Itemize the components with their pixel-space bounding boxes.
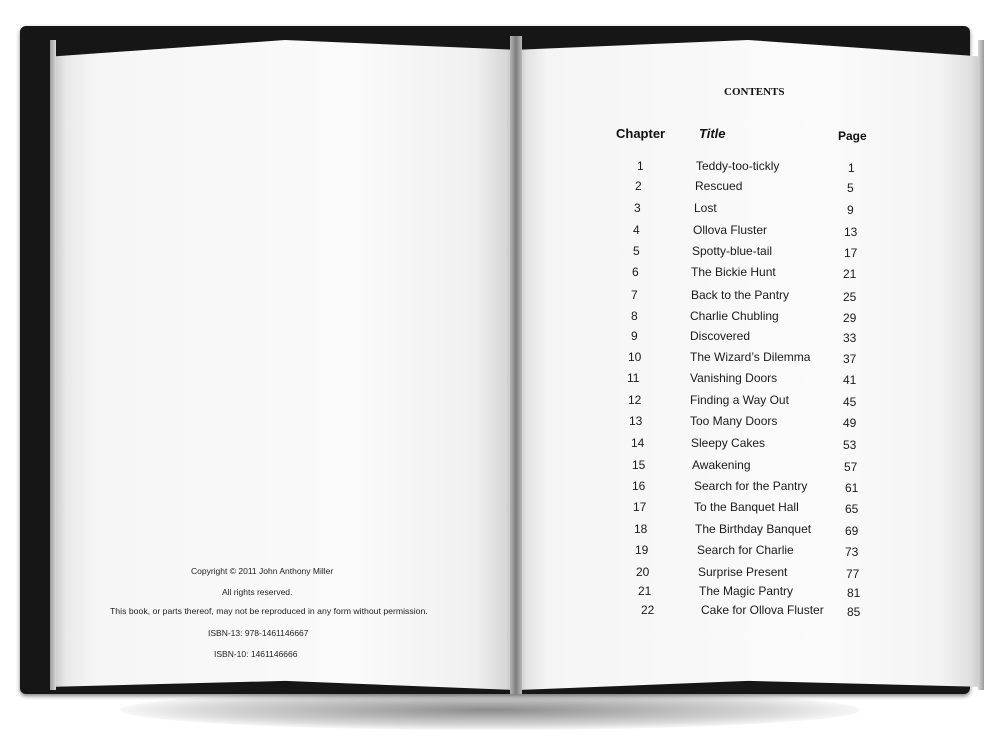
page-column-header: Page xyxy=(838,129,867,143)
chapter-title: Spotty-blue-tail xyxy=(692,244,773,258)
chapter-title: To the Banquet Hall xyxy=(694,500,799,514)
chapter-number: 10 xyxy=(628,350,642,364)
chapter-number: 20 xyxy=(636,565,650,579)
chapter-number: 9 xyxy=(631,329,638,343)
chapter-page: 73 xyxy=(845,545,859,559)
chapter-page: 37 xyxy=(843,352,857,366)
chapter-page: 1 xyxy=(848,161,855,175)
chapter-title: The Wizard’s Dilemma xyxy=(690,350,811,364)
chapter-title: Ollova Fluster xyxy=(693,223,768,237)
right-page-edges xyxy=(978,40,984,690)
isbn13-line: ISBN-13: 978-1461146667 xyxy=(208,628,309,638)
chapter-number: 13 xyxy=(629,414,643,428)
chapter-page: 25 xyxy=(843,290,857,304)
chapter-page: 41 xyxy=(843,373,857,387)
chapter-title: Lost xyxy=(694,201,717,215)
chapter-page: 53 xyxy=(843,438,857,452)
contents-heading: CONTENTS xyxy=(724,86,785,98)
chapter-page: 17 xyxy=(844,246,858,260)
chapter-title: The Birthday Banquet xyxy=(695,522,812,536)
chapter-number: 14 xyxy=(631,436,645,450)
chapter-title: Search for Charlie xyxy=(697,543,794,557)
chapter-number: 8 xyxy=(631,309,638,323)
title-column-header: Title xyxy=(699,126,726,141)
chapter-page: 5 xyxy=(847,181,854,195)
chapter-title: Vanishing Doors xyxy=(690,371,778,385)
chapter-number: 6 xyxy=(632,265,639,279)
chapter-title: Discovered xyxy=(690,329,751,343)
chapter-number: 21 xyxy=(638,584,652,598)
chapter-title: Charlie Chubling xyxy=(690,309,779,323)
chapter-page: 77 xyxy=(846,567,860,581)
chapter-title: Surprise Present xyxy=(698,565,788,579)
chapter-title: Search for the Pantry xyxy=(694,479,808,493)
chapter-page: 57 xyxy=(844,460,858,474)
chapter-title: Too Many Doors xyxy=(690,414,778,428)
chapter-number: 3 xyxy=(634,201,641,215)
copyright-line: Copyright © 2011 John Anthony Miller xyxy=(191,566,334,576)
chapter-number: 19 xyxy=(635,543,649,557)
chapter-page: 33 xyxy=(843,331,857,345)
chapter-number: 4 xyxy=(633,223,640,237)
chapter-page: 9 xyxy=(847,203,854,217)
left-page-edges xyxy=(50,40,56,690)
chapter-page: 85 xyxy=(847,605,861,619)
chapter-column-header: Chapter xyxy=(616,126,666,141)
chapter-number: 17 xyxy=(633,500,647,514)
chapter-title: The Bickie Hunt xyxy=(691,265,776,279)
chapter-title: Cake for Ollova Fluster xyxy=(701,603,824,617)
chapter-page: 29 xyxy=(843,311,857,325)
chapter-page: 61 xyxy=(845,481,859,495)
chapter-number: 15 xyxy=(632,458,646,472)
chapter-number: 18 xyxy=(634,522,648,536)
chapter-number: 16 xyxy=(632,479,646,493)
chapter-page: 81 xyxy=(847,586,861,600)
reproduction-notice: This book, or parts thereof, may not be reproduced in any form without permission. xyxy=(110,606,428,616)
book-spine-gutter xyxy=(510,36,522,694)
chapter-page: 45 xyxy=(843,395,857,409)
book-cover xyxy=(20,26,970,694)
chapter-number: 2 xyxy=(635,179,642,193)
chapter-number: 22 xyxy=(641,603,655,617)
chapter-page: 69 xyxy=(845,524,859,538)
chapter-number: 5 xyxy=(633,244,640,258)
chapter-title: Back to the Pantry xyxy=(691,288,790,302)
chapter-title: The Magic Pantry xyxy=(699,584,794,598)
chapter-page: 49 xyxy=(843,416,857,430)
chapter-number: 7 xyxy=(631,288,638,302)
chapter-page: 65 xyxy=(845,502,859,516)
chapter-number: 11 xyxy=(627,371,640,385)
chapter-number: 12 xyxy=(628,393,642,407)
book-shadow xyxy=(120,690,860,730)
chapter-title: Finding a Way Out xyxy=(690,393,789,407)
chapter-number: 1 xyxy=(637,159,644,173)
chapter-title: Sleepy Cakes xyxy=(691,436,766,450)
chapter-page: 13 xyxy=(844,225,858,239)
chapter-title: Rescued xyxy=(695,179,743,193)
rights-reserved-line: All rights reserved. xyxy=(222,587,293,597)
isbn10-line: ISBN-10: 1461146666 xyxy=(214,649,298,659)
chapter-title: Awakening xyxy=(692,458,751,472)
chapter-title: Teddy-too-tickly xyxy=(696,159,780,173)
chapter-page: 21 xyxy=(843,267,857,281)
